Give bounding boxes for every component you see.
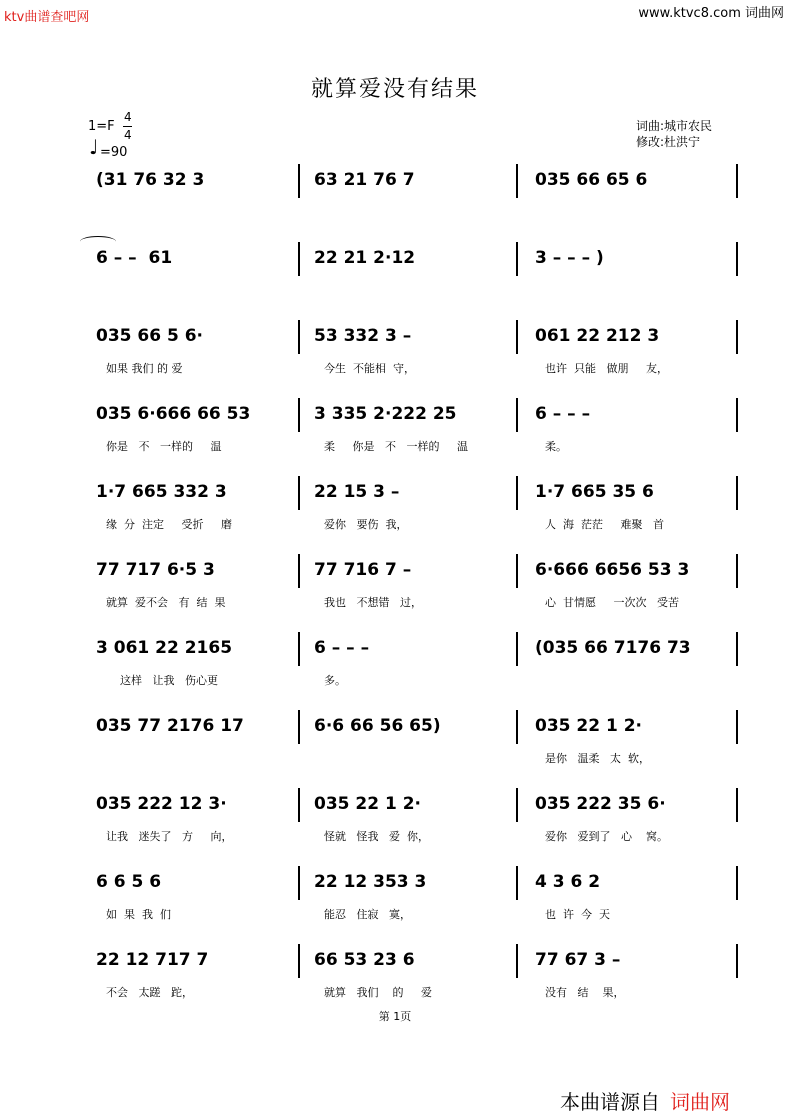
bar-line bbox=[736, 632, 738, 666]
measure-notes: 6·666 6656 53 3 bbox=[535, 560, 690, 580]
site-url-right: www.ktvc8.com 词曲网 bbox=[638, 6, 784, 21]
bar-line bbox=[736, 944, 738, 978]
bar-line bbox=[516, 710, 518, 744]
bar-line bbox=[298, 242, 300, 276]
measure-notes: 66 53 23 6 bbox=[314, 950, 415, 970]
bar-line bbox=[736, 164, 738, 198]
credit-edit: 修改:杜洪宁 bbox=[636, 135, 701, 149]
measure-notes: 3 – – – ) bbox=[535, 248, 604, 268]
measure-notes: 63 21 76 7 bbox=[314, 170, 415, 190]
measure-notes: 4 3 6 2 bbox=[535, 872, 601, 892]
measure-notes: 035 22 1 2· bbox=[314, 794, 422, 814]
page-number: 第 1页 bbox=[378, 1010, 412, 1023]
bar-line bbox=[516, 788, 518, 822]
bar-line bbox=[736, 242, 738, 276]
bar-line bbox=[516, 632, 518, 666]
measure-lyrics: 爱你 要伤 我， bbox=[324, 518, 408, 531]
bar-line bbox=[516, 398, 518, 432]
measure-lyrics: 这样 让我 伤心更 bbox=[106, 674, 218, 687]
measure-notes: 1·7 665 35 6 bbox=[535, 482, 654, 502]
quarter-note-icon: ♩ bbox=[89, 135, 99, 159]
measure-notes: 3 335 2·222 25 bbox=[314, 404, 457, 424]
measure-lyrics: 缘 分 注定 受折 磨 bbox=[106, 518, 232, 531]
bar-line bbox=[298, 866, 300, 900]
measure-notes: 6 – – – bbox=[535, 404, 591, 424]
measure-lyrics: 没有 结 果， bbox=[545, 986, 625, 999]
bar-line bbox=[298, 944, 300, 978]
measure-notes: 6 – – 61 bbox=[96, 248, 173, 268]
measure-notes: (31 76 32 3 bbox=[96, 170, 205, 190]
measure-lyrics: 我也 不想错 过， bbox=[324, 596, 422, 609]
bar-line bbox=[736, 476, 738, 510]
measure-notes: 77 67 3 – bbox=[535, 950, 621, 970]
measure-lyrics: 人 海 茫茫 难聚 首 bbox=[545, 518, 664, 531]
bar-line bbox=[516, 866, 518, 900]
measure-lyrics: 多。 bbox=[324, 674, 346, 687]
measure-notes: 1·7 665 332 3 bbox=[96, 482, 227, 502]
time-signature-line bbox=[123, 126, 132, 127]
source-brand-text: 本曲谱源自 bbox=[560, 1090, 660, 1114]
measure-lyrics: 你是 不 一样的 温 bbox=[106, 440, 222, 453]
tie-arc bbox=[80, 236, 116, 247]
site-name-left: ktv曲谱查吧网 bbox=[4, 10, 90, 25]
measure-lyrics: 怪就 怪我 爱 你， bbox=[324, 830, 429, 843]
tempo-value: =90 bbox=[100, 145, 128, 160]
song-title: 就算爱没有结果 bbox=[310, 77, 479, 102]
bar-line bbox=[298, 164, 300, 198]
measure-notes: 035 222 12 3· bbox=[96, 794, 227, 814]
bar-line bbox=[736, 710, 738, 744]
measure-notes: 6 6 5 6 bbox=[96, 872, 162, 892]
measure-notes: 22 12 717 7 bbox=[96, 950, 209, 970]
bar-line bbox=[298, 632, 300, 666]
bar-line bbox=[298, 788, 300, 822]
key-signature: 1=F bbox=[88, 119, 115, 134]
measure-lyrics: 不会 太蹉 跎， bbox=[106, 986, 193, 999]
bar-line bbox=[736, 866, 738, 900]
bar-line bbox=[516, 164, 518, 198]
bar-line bbox=[298, 476, 300, 510]
measure-notes: 035 6·666 66 53 bbox=[96, 404, 251, 424]
bar-line bbox=[736, 788, 738, 822]
bar-line bbox=[516, 242, 518, 276]
measure-notes: 035 222 35 6· bbox=[535, 794, 666, 814]
measure-lyrics: 柔 你是 不 一样的 温 bbox=[324, 440, 468, 453]
measure-lyrics: 能忍 住寂 寞， bbox=[324, 908, 411, 921]
bar-line bbox=[516, 320, 518, 354]
measure-lyrics: 柔。 bbox=[545, 440, 567, 453]
measure-lyrics: 就算 爱不会 有 结 果 bbox=[106, 596, 226, 609]
bar-line bbox=[736, 320, 738, 354]
measure-lyrics: 如 果 我 们 bbox=[106, 908, 171, 921]
credit-lyrics: 词曲:城市农民 bbox=[636, 119, 713, 133]
measure-notes: 035 66 5 6· bbox=[96, 326, 204, 346]
measure-lyrics: 就算 我们 的 爱 bbox=[324, 986, 432, 999]
bar-line bbox=[298, 398, 300, 432]
measure-notes: 22 21 2·12 bbox=[314, 248, 416, 268]
measure-notes: 035 66 65 6 bbox=[535, 170, 648, 190]
measure-notes: 061 22 212 3 bbox=[535, 326, 660, 346]
source-brand-red: 词曲网 bbox=[670, 1090, 730, 1114]
measure-lyrics: 今生 不能相 守， bbox=[324, 362, 415, 375]
measure-notes: 3 061 22 2165 bbox=[96, 638, 233, 658]
bar-line bbox=[516, 944, 518, 978]
measure-notes: 77 717 6·5 3 bbox=[96, 560, 215, 580]
bar-line bbox=[298, 710, 300, 744]
credits bbox=[636, 118, 712, 150]
measure-notes: (035 66 7176 73 bbox=[535, 638, 691, 658]
measure-notes: 22 12 353 3 bbox=[314, 872, 427, 892]
measure-lyrics: 是你 温柔 太 软， bbox=[545, 752, 650, 765]
measure-notes: 22 15 3 – bbox=[314, 482, 400, 502]
measure-notes: 77 716 7 – bbox=[314, 560, 412, 580]
bar-line bbox=[298, 320, 300, 354]
measure-notes: 6·6 66 56 65) bbox=[314, 716, 441, 736]
measure-lyrics: 心 甘情愿 一次次 受苦 bbox=[545, 596, 679, 609]
bar-line bbox=[516, 476, 518, 510]
measure-notes: 53 332 3 – bbox=[314, 326, 412, 346]
measure-lyrics: 爱你 爱到了 心 窝。 bbox=[545, 830, 668, 843]
time-signature-top: 4 bbox=[124, 110, 132, 124]
source-brand bbox=[560, 1086, 730, 1115]
measure-lyrics: 也 许 今 天 bbox=[545, 908, 610, 921]
measure-lyrics: 让我 迷失了 方 向， bbox=[106, 830, 233, 843]
measure-notes: 6 – – – bbox=[314, 638, 370, 658]
bar-line bbox=[736, 398, 738, 432]
bar-line bbox=[736, 554, 738, 588]
measure-lyrics: 也许 只能 做朋 友， bbox=[545, 362, 668, 375]
measure-lyrics: 如果 我们 的 爱 bbox=[106, 362, 183, 375]
bar-line bbox=[298, 554, 300, 588]
bar-line bbox=[516, 554, 518, 588]
measure-notes: 035 77 2176 17 bbox=[96, 716, 244, 736]
measure-notes: 035 22 1 2· bbox=[535, 716, 643, 736]
time-signature-bottom: 4 bbox=[124, 128, 132, 142]
